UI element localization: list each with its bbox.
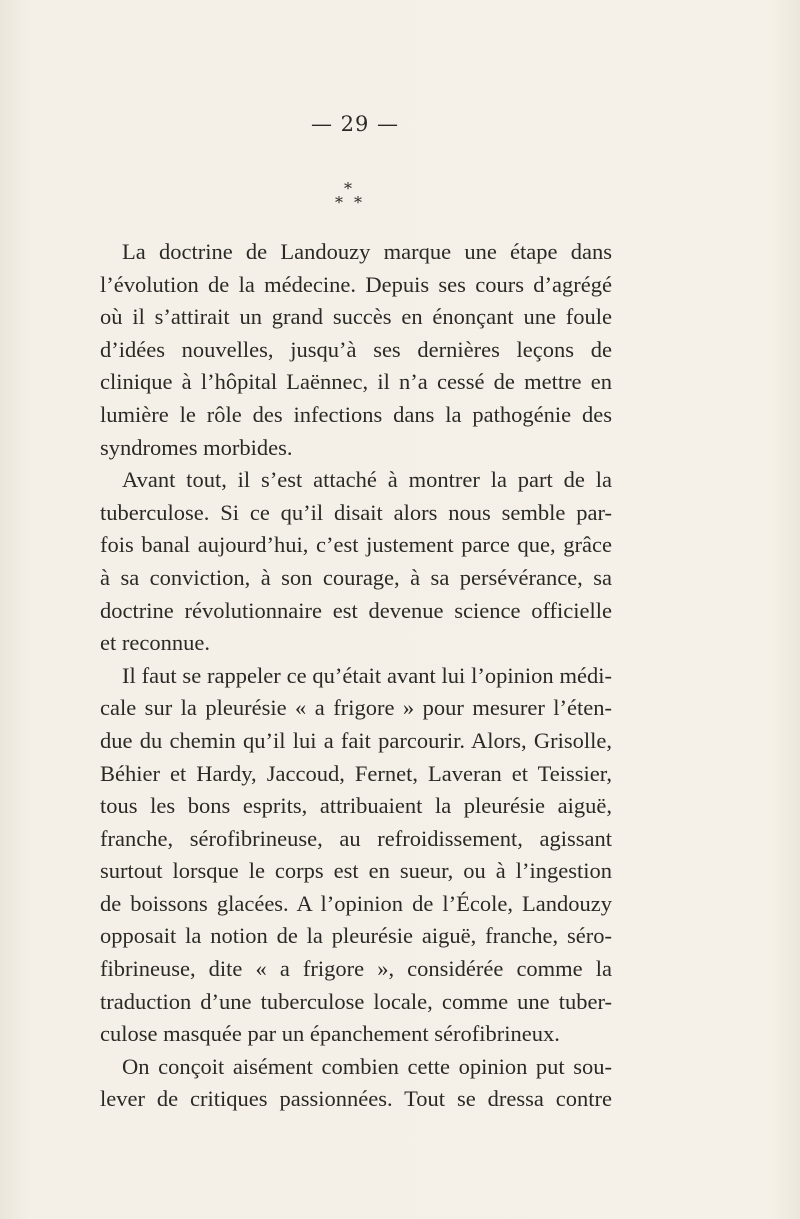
text-line: cale sur la pleurésie « a frigore » pour mesurer l’éten-: [100, 695, 612, 721]
text-line: surtout lorsque le corps est en sueur, ou à l’ingestion: [100, 858, 612, 884]
text-line: syndromes morbides.: [100, 434, 293, 460]
asterism-star-right: *: [354, 193, 362, 212]
text-line: tous les bons esprits, attribuaient la pleurésie aiguë,: [100, 793, 612, 819]
text-line: opposait la notion de la pleurésie aiguë, franche, séro-: [100, 923, 612, 949]
text-line: à sa conviction, à son courage, à sa persévérance, sa: [100, 564, 612, 590]
text-line: franche, sérofibrineuse, au refroidissement, agissant: [100, 825, 612, 851]
body-text: [100, 236, 612, 1116]
text-line: tuberculose. Si ce qu’il disait alors nous semble par-: [100, 499, 612, 525]
text-line: On conçoit aisément combien cette opinion put sou-: [122, 1053, 612, 1079]
text-line: et reconnue.: [100, 630, 210, 656]
text-line: lever de critiques passionnées. Tout se dressa contre: [100, 1086, 612, 1112]
text-line: doctrine révolutionnaire est devenue science officielle: [100, 597, 612, 623]
text-line: l’évolution de la médecine. Depuis ses cours d’agrégé: [100, 271, 612, 297]
asterism-star-left: *: [335, 193, 343, 212]
page-number: — 29 —: [310, 112, 400, 136]
text-line: clinique à l’hôpital Laënnec, il n’a cessé de mettre en: [100, 369, 612, 395]
text-line: traduction d’une tuberculose locale, comme une tuber-: [100, 988, 612, 1014]
text-line: lumière le rôle des infections dans la pathogénie des: [100, 401, 612, 427]
text-line: fibrineuse, dite « a frigore », considérée comme la: [100, 956, 612, 982]
text-line: due du chemin qu’il lui a fait parcourir. Alors, Grisolle,: [100, 727, 612, 753]
text-line: Avant tout, il s’est attaché à montrer la part de la: [122, 467, 612, 493]
text-line: Béhier et Hardy, Jaccoud, Fernet, Laveran et Teissier,: [100, 760, 612, 786]
asterism-divider: [322, 175, 382, 215]
text-line: Il faut se rappeler ce qu’était avant lui l’opinion médi-: [122, 662, 612, 688]
text-line: culose masquée par un épanchement sérofibrineux.: [100, 1021, 560, 1047]
asterism-star-top: *: [344, 179, 352, 198]
text-line: où il s’attirait un grand succès en énonçant une foule: [100, 304, 612, 330]
text-line: fois banal aujourd’hui, c’est justement parce que, grâce: [100, 532, 612, 558]
text-line: La doctrine de Landouzy marque une étape dans: [122, 239, 612, 264]
text-line: d’idées nouvelles, jusqu’à ses dernières leçons de: [100, 336, 612, 362]
text-line: de boissons glacées. A l’opinion de l’École, Landouzy: [100, 890, 612, 916]
